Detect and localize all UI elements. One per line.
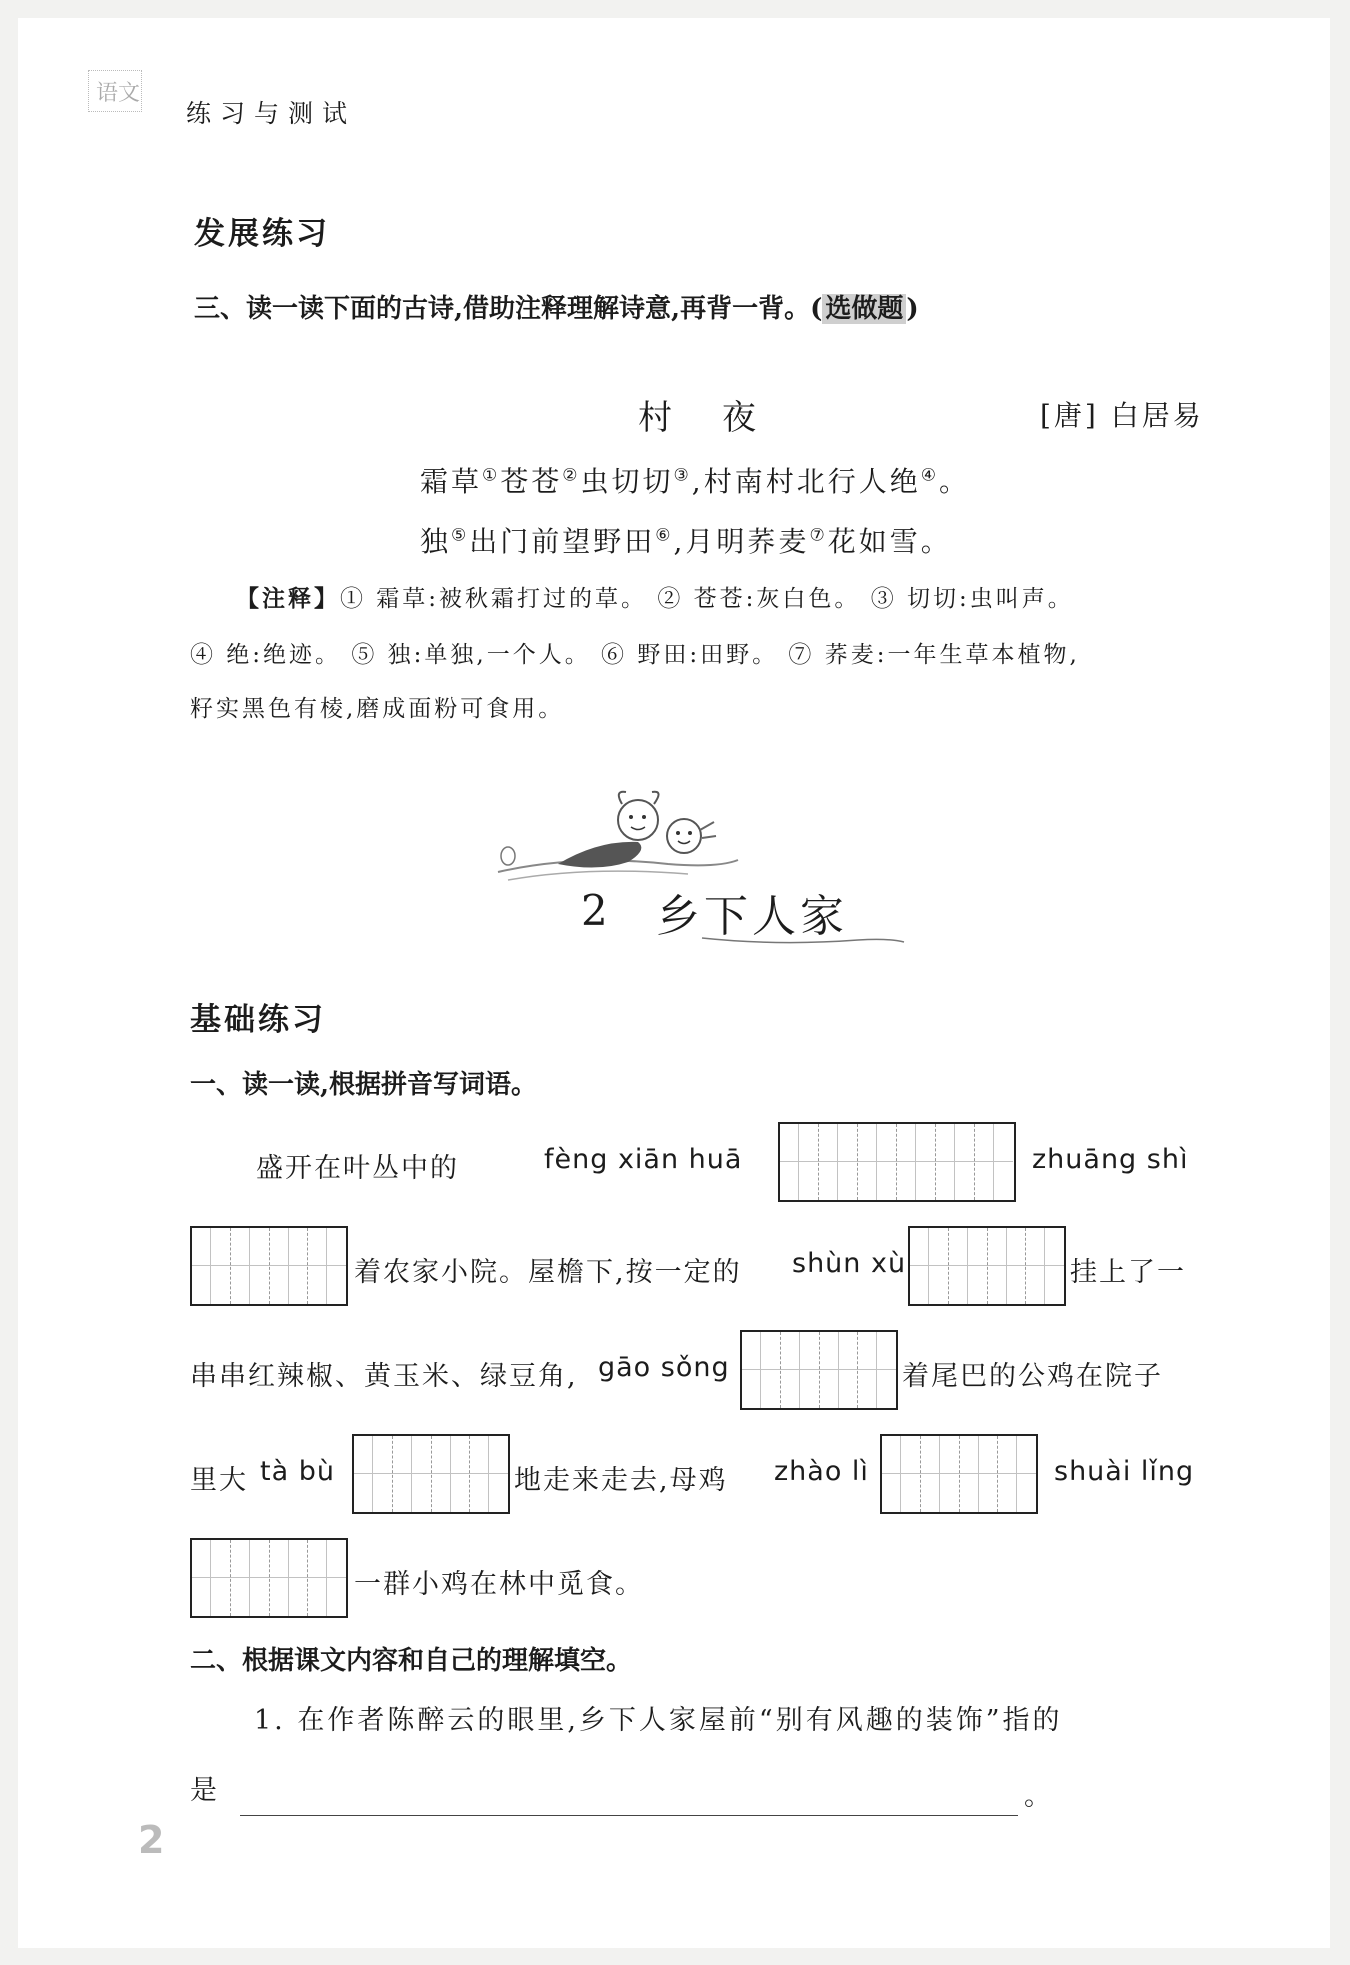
item1-prefix: 是 [190,1775,219,1806]
page-number: 2 [138,1818,165,1862]
poem-author: [唐] 白居易 [1040,399,1204,432]
pinyin-ta-bu: tà bù [260,1456,335,1487]
notes-line-1: 【注释】① 霜草:被秋霜打过的草。 ② 苍苍:灰白色。 ③ 切切:虫叫声。 [236,585,1074,612]
notes-line-2: ④ 绝:绝迹。 ⑤ 独:单独,一个人。 ⑥ 野田:田野。 ⑦ 荞麦:一年生草本植物, [190,642,1080,668]
pinyin-zhuang-shi: zhuāng shì [1032,1144,1189,1175]
worksheet-page [18,18,1330,1948]
question-two: 二、根据课文内容和自己的理解填空。 [190,1646,633,1676]
pinyin-feng-xian-hua: fèng xiān huā [544,1144,743,1175]
pinyin-zhao-li: zhào lì [774,1456,869,1487]
question-three: 三、读一读下面的古诗,借助注释理解诗意,再背一背。( 选做题 ) [194,294,919,324]
pinyin-shun-xu: shùn xù [792,1248,907,1279]
item1-line1: 1. 在作者陈醉云的眼里,乡下人家屋前“别有风趣的装饰”指的 [254,1705,1063,1736]
row3-text-end: 着尾巴的公鸡在院子 [902,1361,1163,1392]
book-title: 练习与测试 [186,99,357,128]
notes-label: 【注释】 [236,585,340,612]
lesson-title: 乡下人家 [656,891,848,942]
row2-text: 着农家小院。屋檐下,按一定的 [354,1257,742,1288]
lesson-number: 2 [581,886,608,935]
pinyin-gao-song: gāo sǒng [598,1352,730,1383]
pinyin-shuai-ling: shuài lǐng [1054,1456,1195,1487]
answer-box-shuai-ling[interactable] [190,1538,348,1618]
section-title-development: 发展练习 [194,216,330,252]
poem-title: 村夜 [638,398,806,438]
answer-box-shun-xu[interactable] [908,1226,1066,1306]
question-one: 一、读一读,根据拼音写词语。 [190,1070,538,1100]
row4-text: 里大 [190,1465,248,1496]
answer-box-ta-bu[interactable] [352,1434,510,1514]
answer-box-gao-song[interactable] [740,1330,898,1410]
item1-answer-line[interactable] [240,1815,1018,1816]
row3-text: 串串红辣椒、黄玉米、绿豆角, [190,1361,578,1392]
poem-line-1: 霜草①苍苍②虫切切③,村南村北行人绝④。 [420,465,970,498]
subject-badge-text: 语文 [96,81,141,106]
item1-end: 。 [1024,1781,1053,1812]
row5-text: 一群小鸡在林中觅食。 [354,1569,644,1600]
poem-line-2: 独⑤出门前望野田⑥,月明荞麦⑦花如雪。 [420,525,952,558]
section-title-basic: 基础练习 [190,1002,326,1038]
row1-text: 盛开在叶丛中的 [256,1153,459,1184]
notes-line-3: 籽实黑色有棱,磨成面粉可食用。 [190,696,565,722]
answer-box-feng-xian-hua[interactable] [778,1122,1016,1202]
optional-tag: 选做题 [822,294,906,324]
answer-box-zhao-li[interactable] [880,1434,1038,1514]
answer-box-zhuang-shi[interactable] [190,1226,348,1306]
row2-text-end: 挂上了一 [1070,1257,1186,1288]
title-underline [698,932,908,948]
row4-text-mid: 地走来走去,母鸡 [514,1465,728,1496]
children-illustration [488,770,748,890]
